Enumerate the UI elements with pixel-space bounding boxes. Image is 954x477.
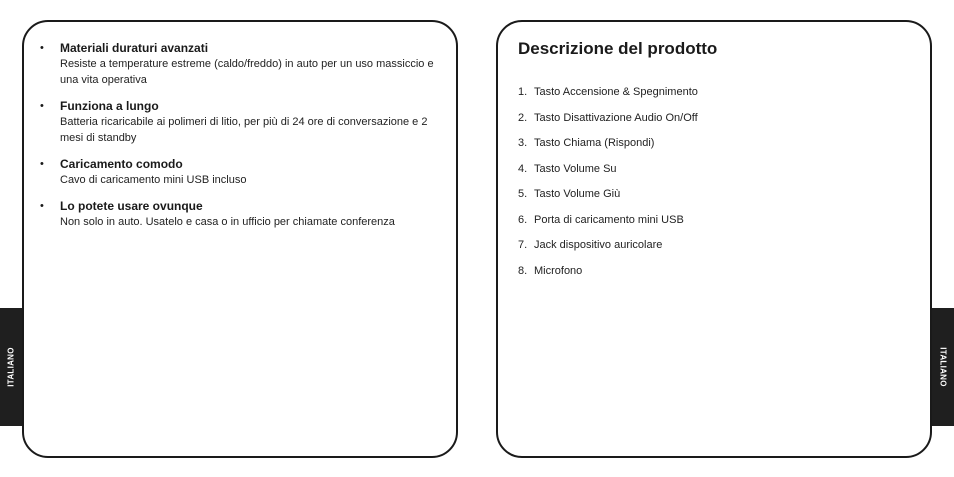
feature-title: Caricamento comodo	[60, 157, 183, 171]
features-list	[40, 40, 440, 240]
language-label-right: ITALIANO	[938, 347, 948, 387]
language-tab-left	[0, 308, 22, 426]
list-item	[518, 80, 698, 106]
feature-description: Non solo in auto. Usatelo e casa o in ufficio per chiamate conferenza	[60, 216, 395, 228]
item-number: 1.	[518, 86, 528, 98]
item-number: 8.	[518, 264, 528, 277]
bullet-icon: •	[40, 200, 44, 212]
item-label: Tasto Volume Giù	[534, 188, 621, 200]
list-item	[518, 157, 698, 183]
item-label: Tasto Chiama (Rispondi)	[534, 137, 655, 149]
list-item	[518, 106, 698, 132]
feature-description: Batteria ricaricabile ai polimeri di litio, per più di 24 ore di conversazione e 2 mesi di standby	[60, 116, 428, 144]
feature-item	[40, 156, 440, 188]
language-label-left: ITALIANO	[6, 347, 16, 387]
feature-item	[40, 98, 440, 146]
feature-description: Cavo di caricamento mini USB incluso	[60, 174, 247, 186]
list-item	[518, 131, 698, 157]
bullet-icon: •	[40, 100, 44, 112]
section-title: Descrizione del prodotto	[518, 39, 718, 58]
item-number: 7.	[518, 239, 528, 251]
item-label: Porta di caricamento mini USB	[534, 213, 684, 226]
item-label: Jack dispositivo auricolare	[534, 239, 663, 251]
feature-title: Materiali duraturi avanzati	[60, 41, 209, 55]
feature-description: Resiste a temperature estreme (caldo/freddo) in auto per un uso massiccio e una vita operativa	[60, 58, 434, 86]
list-item	[518, 233, 698, 259]
list-item	[518, 182, 698, 208]
bullet-icon: •	[40, 158, 44, 170]
bullet-icon: •	[40, 42, 44, 54]
feature-item	[40, 198, 440, 230]
feature-title: Lo potete usare ovunque	[60, 199, 203, 213]
feature-item	[40, 40, 440, 88]
features-panel	[22, 20, 458, 458]
item-number: 2.	[518, 111, 528, 124]
item-label: Microfono	[534, 264, 583, 277]
list-item	[518, 259, 698, 285]
item-label: Tasto Accensione & Spegnimento	[534, 86, 698, 98]
item-number: 6.	[518, 213, 528, 226]
item-label: Tasto Volume Su	[534, 162, 617, 175]
language-tab-right	[932, 308, 954, 426]
product-description-panel	[496, 20, 932, 458]
item-label: Tasto Disattivazione Audio On/Off	[534, 111, 698, 124]
item-number: 4.	[518, 162, 528, 175]
list-item	[518, 208, 698, 234]
item-number: 5.	[518, 188, 528, 200]
feature-title: Funziona a lungo	[60, 99, 159, 113]
item-number: 3.	[518, 137, 528, 149]
parts-list	[518, 80, 698, 284]
